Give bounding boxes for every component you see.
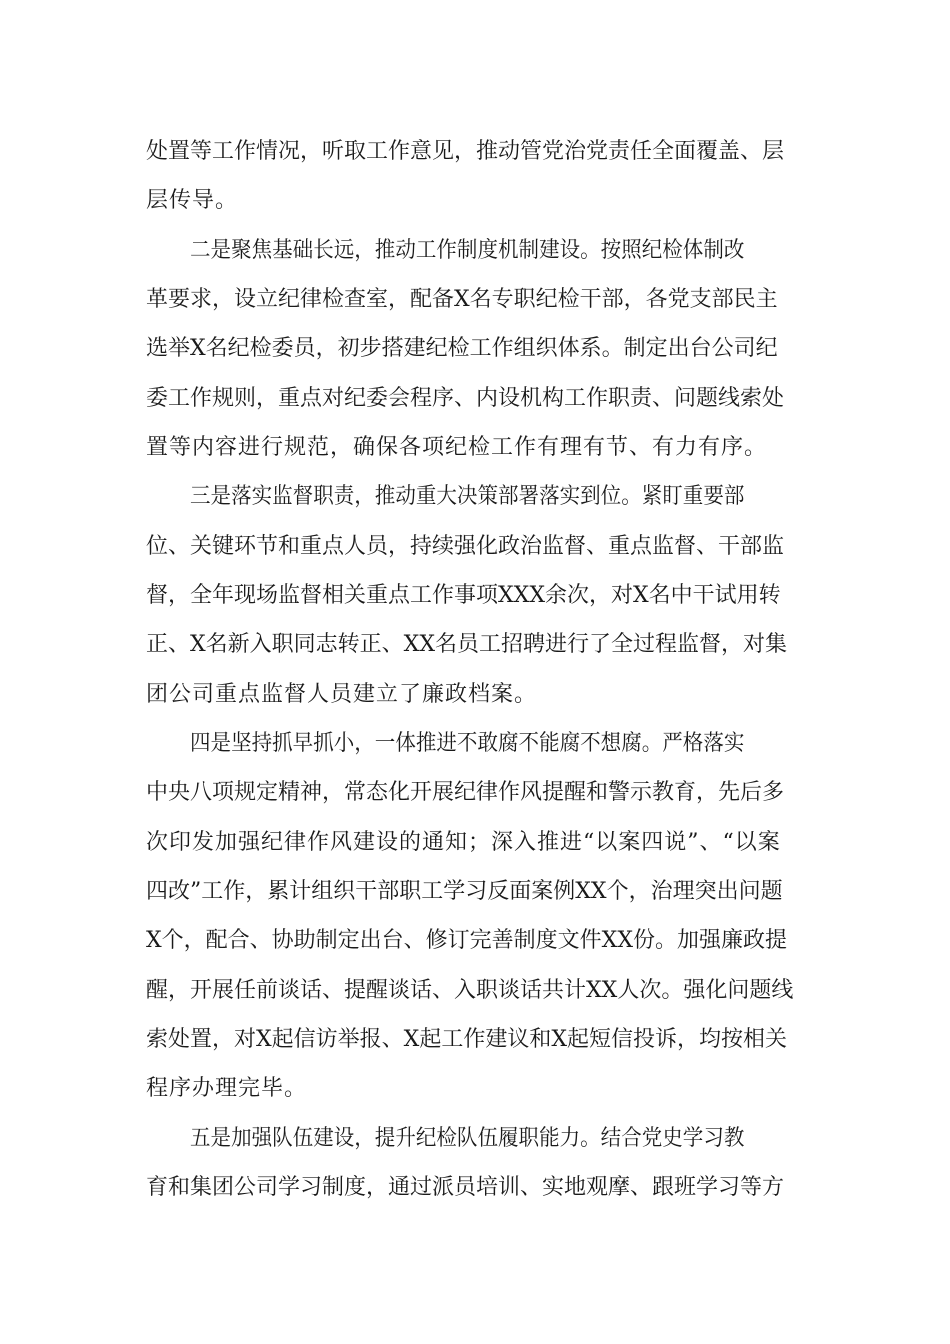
text-line: 索处置，对X起信访举报、X起工作建议和X起短信投诉，均按相关 <box>146 1027 787 1052</box>
text-line: 革要求，设立纪律检查室，配备X名专职纪检干部，各党支部民主 <box>146 287 778 312</box>
text-line: 次印发加强纪律作风建设的通知；深入推进“以案四说”、“以案 <box>146 830 781 855</box>
paragraph-start-line: 四是坚持抓早抓小，一体推进不敢腐不能腐不想腐。严格落实 <box>190 731 745 756</box>
text-line: 层传导。 <box>146 188 239 213</box>
text-line: 育和集团公司学习制度，通过派员培训、实地观摩、跟班学习等方 <box>146 1175 785 1200</box>
text-line: 置等内容进行规范，确保各项纪检工作有理有节、有力有序。 <box>146 435 768 460</box>
text-line: 选举X名纪检委员，初步搭建纪检工作组织体系。制定出台公司纪 <box>146 336 778 361</box>
text-line: 醒，开展任前谈话、提醒谈话、入职谈话共计XX人次。强化问题线 <box>146 978 794 1003</box>
text-line: 位、关键环节和重点人员，持续强化政治监督、重点监督、干部监 <box>146 534 785 559</box>
text-line: 中央八项规定精神，常态化开展纪律作风提醒和警示教育，先后多 <box>146 780 785 805</box>
text-line: 督，全年现场监督相关重点工作事项XXX余次，对X名中干试用转 <box>146 583 781 608</box>
text-line: 程序办理完毕。 <box>146 1076 308 1101</box>
text-line: 四改”工作，累计组织干部职工学习反面案例XX个，治理突出问题 <box>146 879 783 904</box>
paragraph-start-line: 三是落实监督职责，推动重大决策部署落实到位。紧盯重要部 <box>190 484 745 509</box>
text-line: 团公司重点监督人员建立了廉政档案。 <box>146 682 538 707</box>
text-line: 处置等工作情况，听取工作意见，推动管党治党责任全面覆盖、层 <box>146 139 785 164</box>
text-line: 委工作规则，重点对纪委会程序、内设机构工作职责、问题线索处 <box>146 386 785 411</box>
paragraph-start-line: 二是聚焦基础长远，推动工作制度机制建设。按照纪检体制改 <box>190 238 745 263</box>
text-line: X个，配合、协助制定出台、修订完善制度文件XX份。加强廉政提 <box>146 928 787 953</box>
paragraph-start-line: 五是加强队伍建设，提升纪检队伍履职能力。结合党史学习教 <box>190 1126 745 1151</box>
text-line: 正、X名新入职同志转正、XX名员工招聘进行了全过程监督，对集 <box>146 632 787 657</box>
